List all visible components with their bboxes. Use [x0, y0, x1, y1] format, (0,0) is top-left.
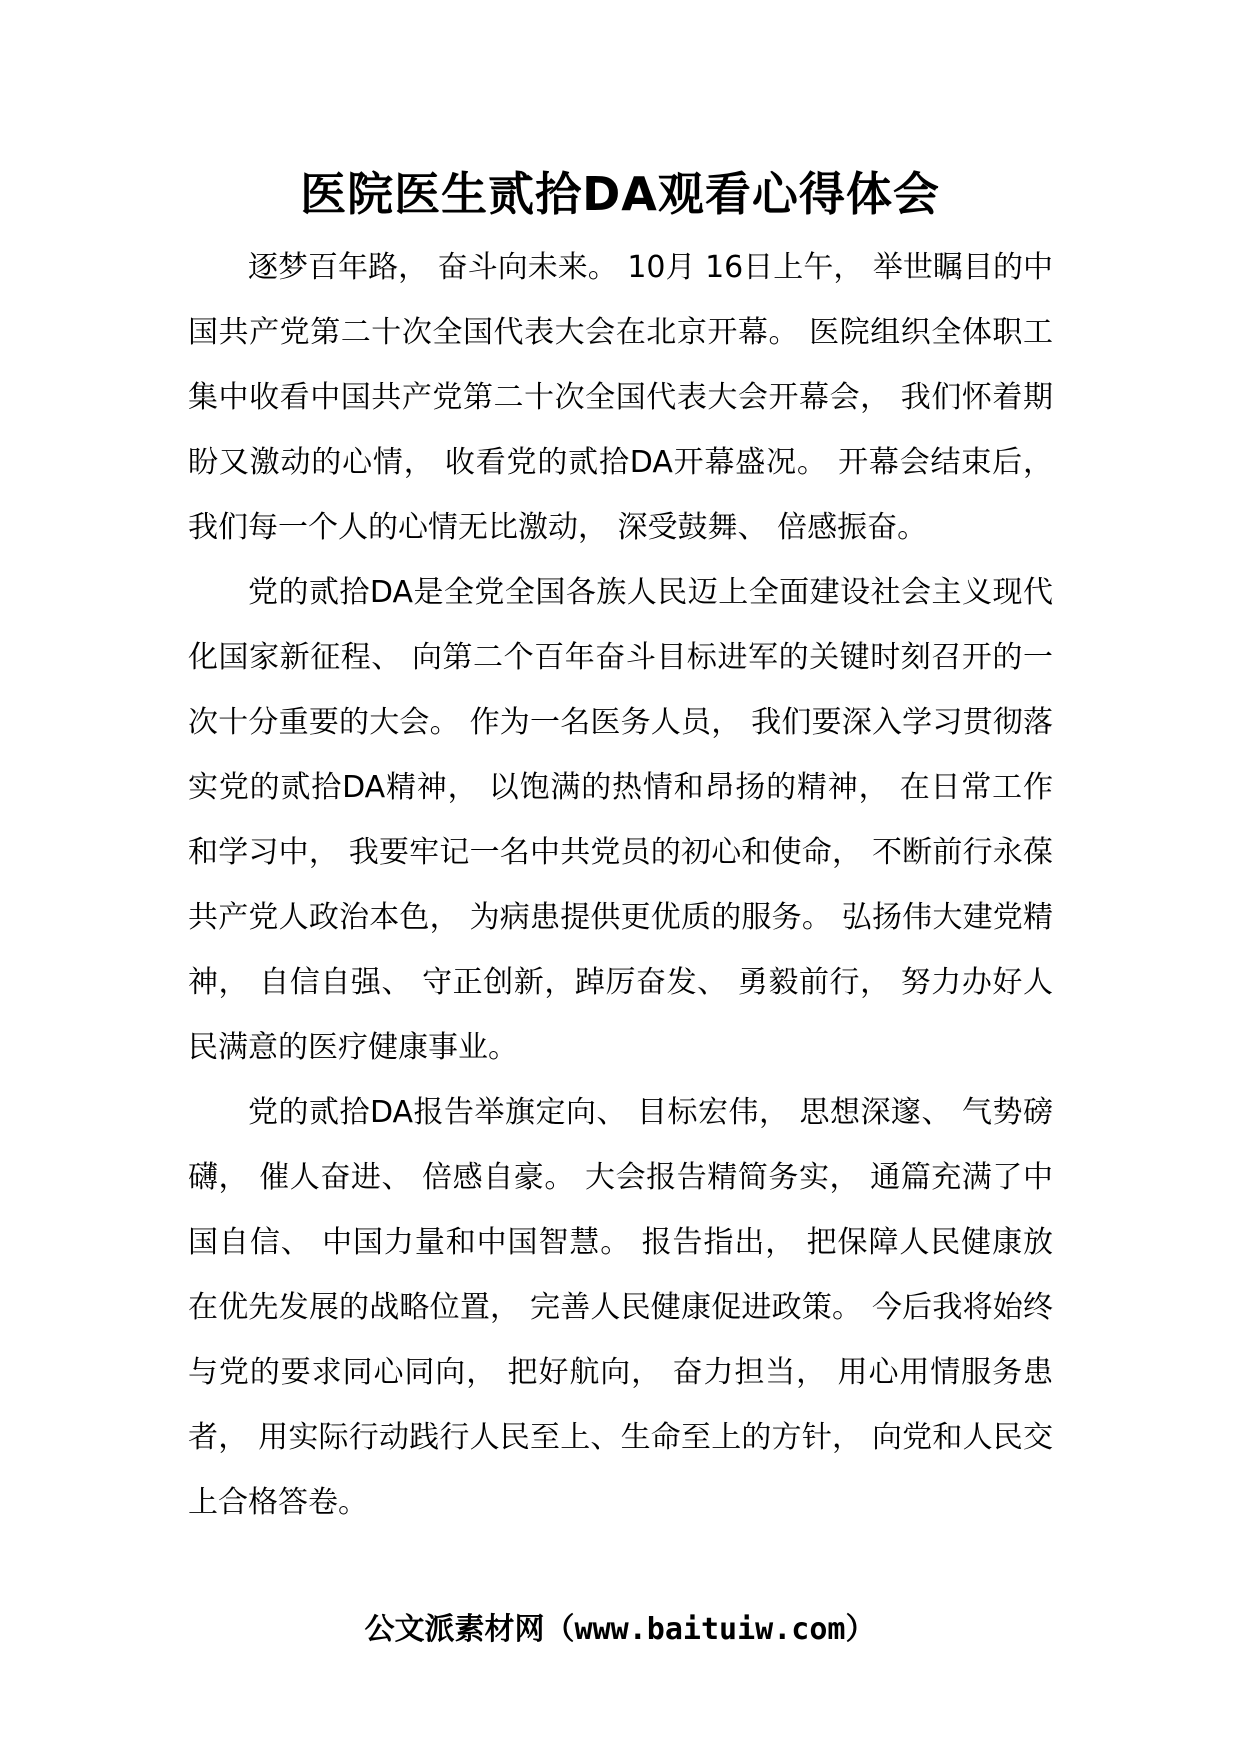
paragraph-3: 党的贰拾DA报告举旗定向、 目标宏伟， 思想深邃、 气势磅礴， 催人奋进、 倍感自豪。 大会报告精简务实， 通篇充满了中国自信、 中国力量和中国智慧。 报告指出， 把保障人民健康放在优先发展的战略位置， 完善人民健康促进政策。 今后我将始终与党的要求同心同向， 把好航向， 奋力担当， 用心用情服务患者， 用实际行动践行人民至上、生命至上的方针， 向党和人民交上合格答卷。	[188, 1095, 1053, 1520]
document-title: 医院医生贰拾DA观看心得体会	[300, 167, 940, 221]
paragraph-2: 党的贰拾DA是全党全国各族人民迈上全面建设社会主义现代化国家新征程、 向第二个百年奋斗目标进军的关键时刻召开的一次十分重要的大会。 作为一名医务人员， 我们要深入学习贯彻落实党的贰拾DA精神， 以饱满的热情和昂扬的精神， 在日常工作和学习中， 我要牢记一名中共党员的初心和使命， 不断前行永葆共产党人政治本色， 为病患提供更优质的服务。 弘扬伟大建党精神， 自信自强、 守正创新，踔厉奋发、 勇毅前行， 努力办好人民满意的医疗健康事业。	[188, 575, 1053, 1065]
document-body	[188, 235, 1053, 1535]
footer-watermark	[0, 1608, 1240, 1652]
footer-url: （www.baituiw.com）	[544, 1612, 876, 1647]
footer-site-name: 公文派素材网	[364, 1612, 545, 1647]
paragraph-1: 逐梦百年路， 奋斗向未来。 10月 16日上午， 举世瞩目的中国共产党第二十次全国代表大会在北京开幕。 医院组织全体职工集中收看中国共产党第二十次全国代表大会开幕会， 我们怀着期盼又激动的心情， 收看党的贰拾DA开幕盛况。 开幕会结束后， 我们每一个人的心情无比激动， 深受鼓舞、 倍感振奋。	[188, 250, 1053, 545]
